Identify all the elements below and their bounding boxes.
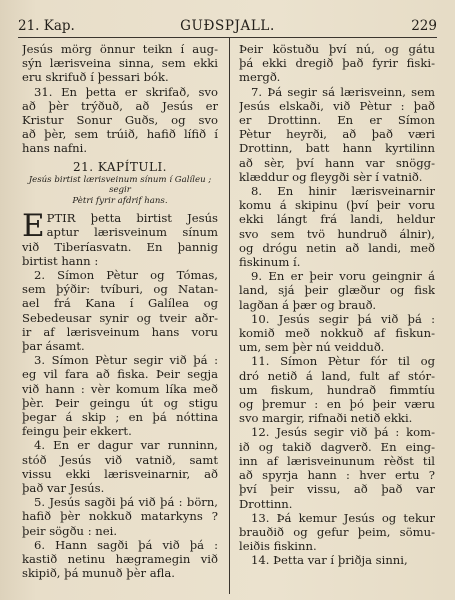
- text-line: vissu ekki lærisveinarnir, að: [22, 466, 218, 481]
- text-line: að þèr, sem trúið, hafið lífið í: [22, 127, 218, 142]
- text-line: um, sem þèr nú veidduð.: [239, 340, 385, 355]
- text-line: um fiskum, hundrað fimmtíu: [239, 382, 435, 397]
- opening-line-1: PTIR þetta birtist Jesús: [46, 211, 218, 226]
- text-line: 6. Hann sagði þá við þá :: [34, 537, 218, 552]
- text-line: þèr. Þeir geingu út og stigu: [22, 395, 218, 410]
- text-line: þeir sögðu : nei.: [22, 523, 118, 538]
- text-line: birtist hann :: [22, 253, 99, 268]
- opening-paragraph: [22, 211, 218, 239]
- text-line: 9. En er þeir voru geingnir á: [251, 269, 435, 284]
- chapter-label: 21. Kap.: [18, 18, 75, 34]
- text-line: komu á skipinu (því þeir voru: [239, 198, 435, 213]
- text-line: brauðið og gefur þeim, sömu-: [239, 524, 435, 539]
- left-column-text-before: [22, 42, 218, 156]
- chapter-heading: 21. KAPÍTULI.: [73, 159, 167, 174]
- right-column: [239, 42, 435, 594]
- column-divider: [229, 37, 230, 594]
- text-line: þegar á skip ; en þá nóttina: [22, 409, 218, 424]
- text-line: því þeir vissu, að það var: [239, 482, 435, 497]
- text-line: skipið, þá munuð þèr afla.: [22, 566, 175, 581]
- chapter-summary-line-1: Jesús birtist lærisveinum sínum í Galíleu ; segir: [28, 174, 212, 196]
- text-line: Drottinn, batt hann kyrtilinn: [239, 141, 435, 156]
- text-line: Kristur Sonur Guðs, og svo: [22, 113, 218, 128]
- text-line: 10. Jesús segir þá við þá :: [251, 311, 435, 326]
- text-line: það var Jesús.: [22, 480, 105, 495]
- left-column: [22, 42, 218, 594]
- text-line: hafið þèr nokkuð matarkyns ?: [22, 509, 218, 524]
- text-line: og drógu netin að landi, með: [239, 240, 435, 255]
- book-title: GUÐSPJALL.: [180, 18, 275, 34]
- text-line: að þèr trýðuð, að Jesús er: [22, 98, 218, 113]
- right-column-text: [239, 42, 435, 568]
- text-line: Jesús mörg önnur teikn í aug-: [22, 42, 218, 56]
- opening-line-2: aptur lærisveinum sínum: [46, 225, 218, 240]
- text-line: sem þýðir: tvíburi, og Natan-: [22, 282, 218, 297]
- text-line: komið með nokkuð af fiskun-: [239, 326, 435, 341]
- text-line: Jesús elskaði, við Pètur : það: [239, 98, 435, 113]
- text-line: mergð.: [239, 70, 281, 85]
- text-line: ekki lángt frá landi, heldur: [239, 212, 435, 227]
- text-line: kastið netinu hægramegin við: [22, 552, 218, 566]
- text-line: að spyrja hann : hver ertu ?: [239, 468, 435, 483]
- text-line: stóð Jesús við vatnið, samt: [22, 452, 218, 467]
- text-line: svo margir, rifnaði netið ekki.: [239, 411, 413, 426]
- text-line: 2. Símon Pètur og Tómas,: [34, 267, 218, 282]
- left-column-text-after: [22, 240, 218, 581]
- text-line: Pètur heyrði, að það væri: [239, 127, 435, 142]
- text-line: sýn lærisveina sinna, sem ekki: [22, 56, 218, 71]
- text-line: ir af lærisveinum hans voru: [22, 324, 218, 339]
- text-line: eru skrifuð í þessari bók.: [22, 70, 169, 85]
- text-line: 31. En þetta er skrifað, svo: [34, 84, 218, 99]
- text-line: 13. Þá kemur Jesús og tekur: [251, 510, 435, 525]
- text-line: 14. Þetta var í þriðja sinni,: [251, 553, 408, 568]
- text-line: lagðan á þær og brauð.: [239, 297, 377, 312]
- text-line: og þremur : en þó þeir væru: [239, 397, 435, 412]
- text-line: er Drottinn. En er Símon: [239, 113, 435, 128]
- text-line: svo sem tvö hundruð álnir),: [239, 226, 435, 241]
- text-line: þar ásamt.: [22, 338, 85, 353]
- header-rule: [18, 37, 437, 38]
- text-line: 8. En hinir lærisveinarnir: [251, 184, 435, 199]
- drop-cap: E: [22, 211, 45, 240]
- text-line: eg vil fara að fiska. Þeir segja: [22, 367, 218, 382]
- text-line: feingu þeir ekkert.: [22, 424, 132, 439]
- text-line: ael frá Kana í Galílea og: [22, 296, 218, 311]
- text-line: klæddur og fleygði sèr í vatnið.: [239, 169, 423, 184]
- text-line: að sèr, því hann var snögg-: [239, 155, 435, 170]
- text-line: hans nafni.: [22, 141, 88, 156]
- text-line: dró netið á land, fult af stór-: [239, 368, 435, 383]
- text-line: 3. Símon Pètur segir við þá :: [34, 353, 218, 368]
- text-line: land, sjá þeir glæður og fisk: [239, 283, 435, 298]
- text-line: við Tiberíasvatn. En þannig: [22, 239, 218, 254]
- text-line: Sebedeusar synir og tveir aðr-: [22, 310, 218, 325]
- text-line: fiskinum í.: [239, 255, 301, 270]
- text-line: 11. Símon Pètur fór til og: [251, 354, 435, 369]
- text-line: inn af lærisveinunum rèðst til: [239, 453, 435, 468]
- text-line: ið og takið dagverð. En eing-: [239, 439, 435, 454]
- text-line: Drottinn.: [239, 496, 293, 511]
- text-line: 5. Jesús sagði þá við þá : börn,: [34, 495, 218, 510]
- running-header: [18, 15, 437, 37]
- chapter-summary-line-2: Pètri fyrir afdrif hans.: [72, 195, 168, 206]
- text-line: 7. Þá segir sá lærisveinn, sem: [251, 84, 435, 99]
- text-line: þá ekki dregið það fyrir fiski-: [239, 56, 435, 71]
- text-line: við hann : vèr komum líka með: [22, 381, 218, 396]
- text-line: 4. En er dagur var runninn,: [34, 438, 218, 453]
- page-number: 229: [411, 18, 437, 34]
- text-line: 12. Jesús segir við þá : kom-: [251, 425, 435, 440]
- text-line: leiðis fiskinn.: [239, 539, 317, 554]
- text-line: Þeir köstuðu því nú, og gátu: [239, 42, 435, 56]
